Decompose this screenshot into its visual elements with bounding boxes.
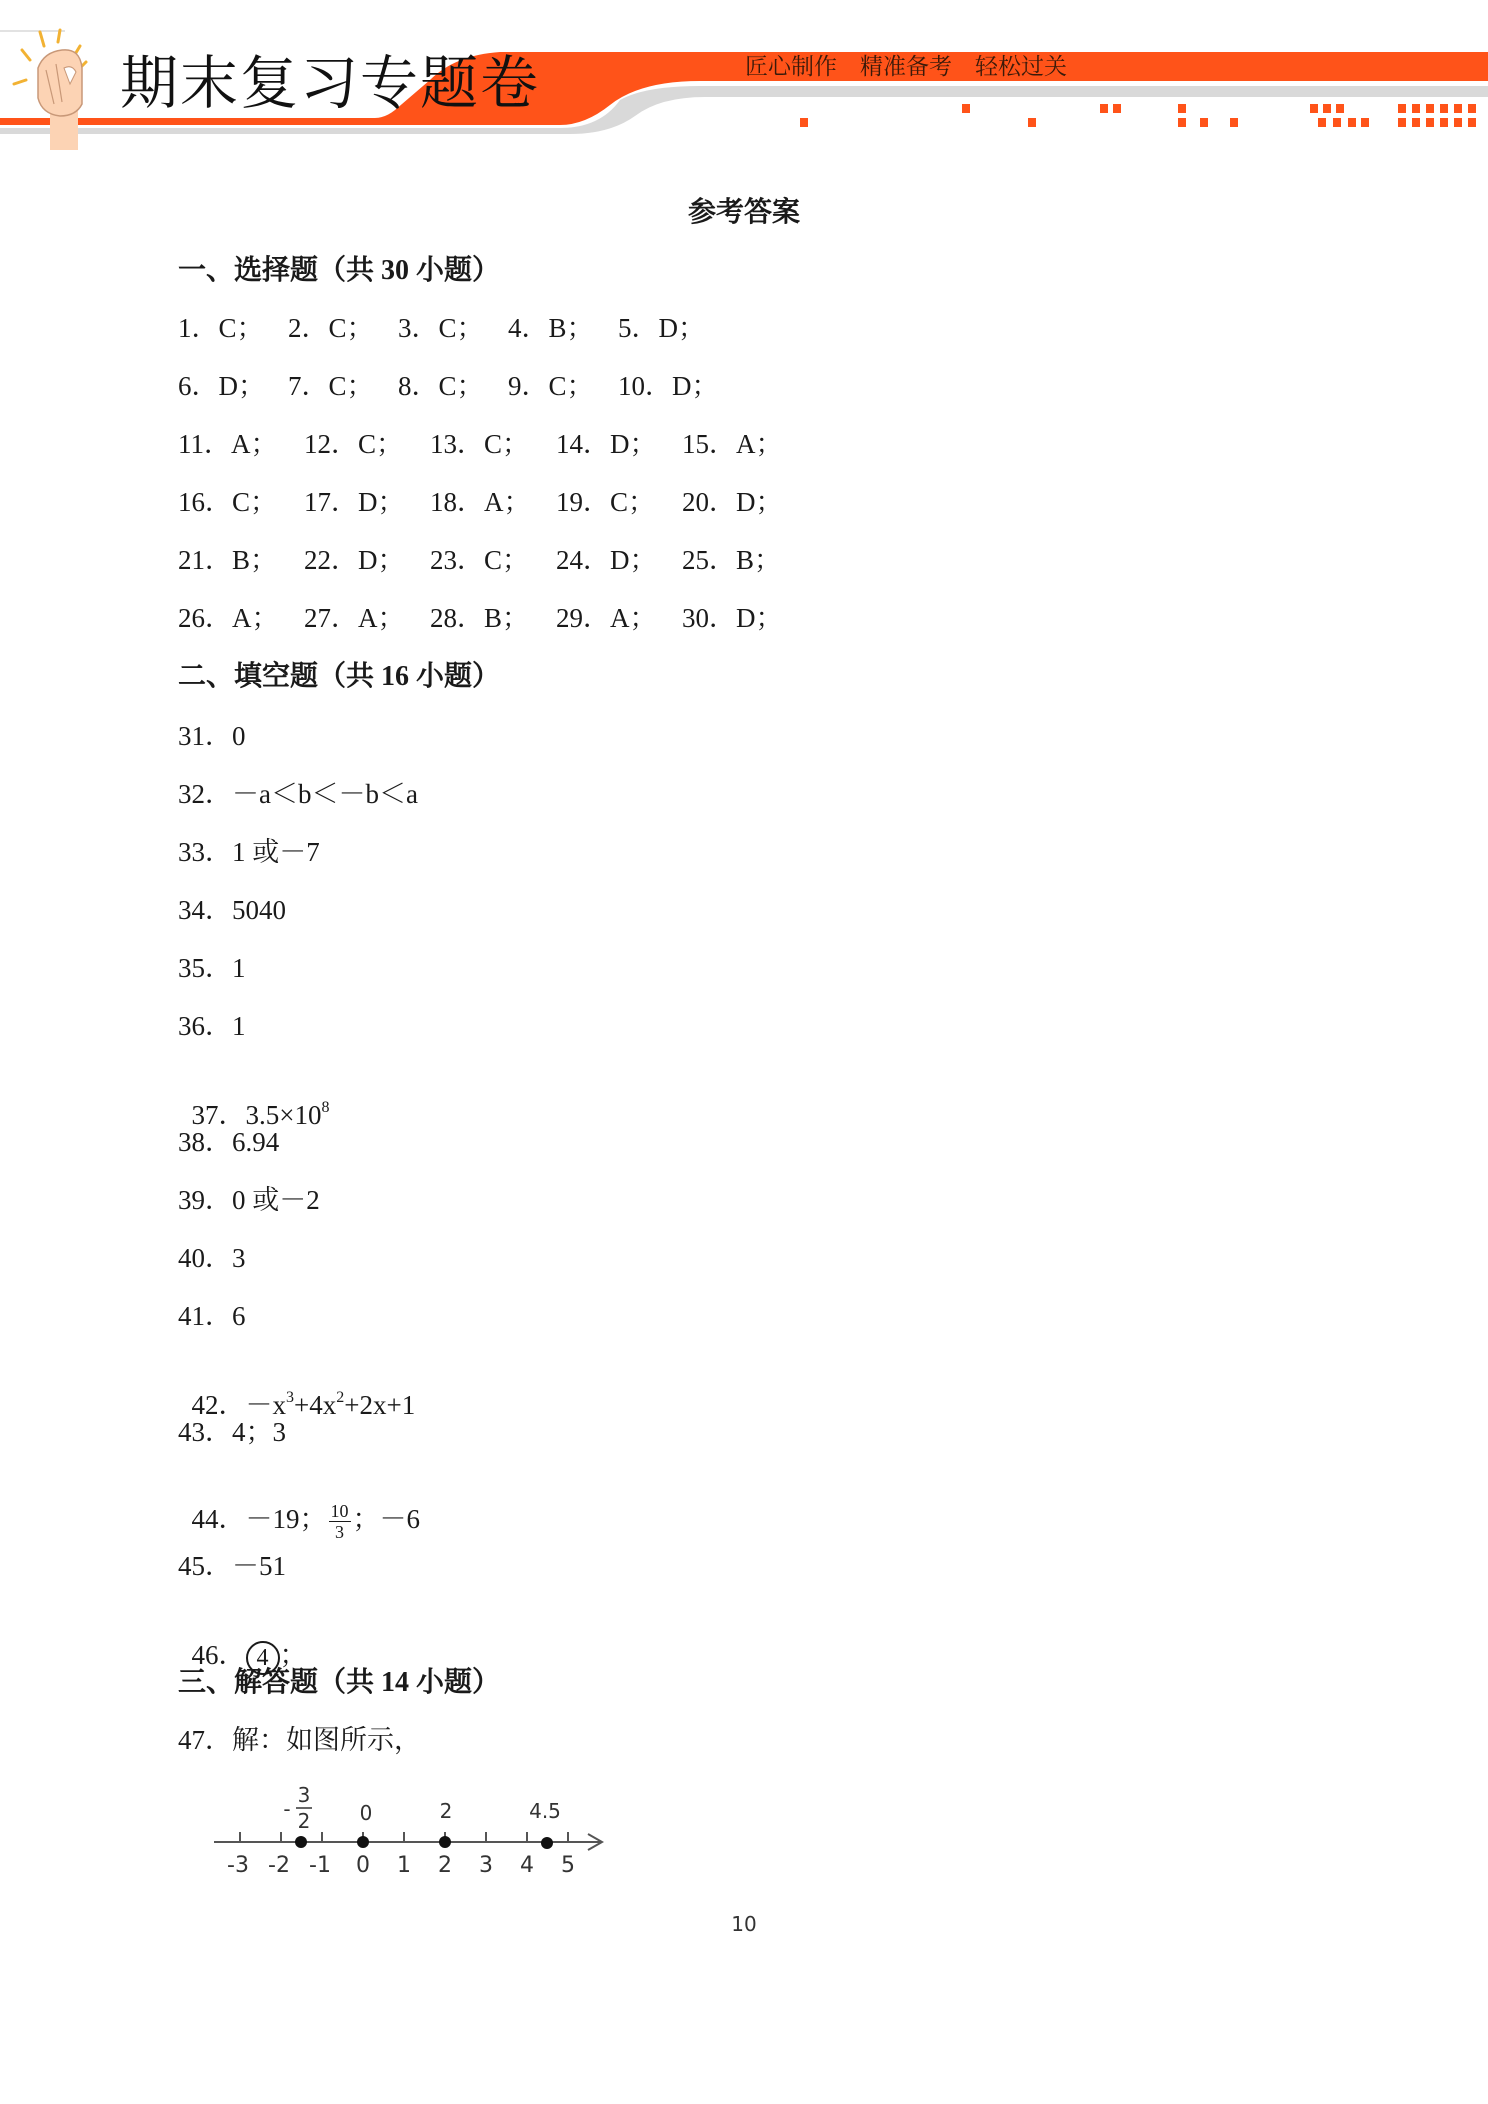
answer-text: 46． xyxy=(191,1640,246,1670)
circled-number: 4 xyxy=(246,1641,280,1675)
answer-item xyxy=(178,1466,420,1542)
point-0 xyxy=(357,1836,369,1848)
banner-slogan: 匠心制作 精准备考 轻松过关 xyxy=(745,54,1067,80)
answer-item: 24．D； xyxy=(556,545,657,575)
answer-item: 41．6 xyxy=(178,1301,246,1331)
tick-label: 3 xyxy=(479,1853,493,1878)
answer-item: 35．1 xyxy=(178,953,246,983)
answer-item: 39．0 或－2 xyxy=(178,1185,320,1215)
answer-text: +2x+1 xyxy=(344,1390,416,1420)
point-neg-1.5 xyxy=(295,1836,307,1848)
fraction xyxy=(329,1501,351,1542)
answer-item: 47．解：如图所示， xyxy=(178,1725,421,1755)
answer-row xyxy=(178,306,705,345)
answer-item: 1．C； xyxy=(178,313,264,343)
answer-item: 5．D； xyxy=(618,313,705,343)
header-banner xyxy=(0,0,1488,150)
svg-text:2: 2 xyxy=(297,1809,311,1833)
answer-row xyxy=(178,422,783,461)
tick-label: 1 xyxy=(397,1853,411,1878)
page-title: 参考答案 xyxy=(687,197,800,228)
answer-item: 19．C； xyxy=(556,487,656,517)
tick-label: 0 xyxy=(356,1853,370,1878)
answer-item: 26．A； xyxy=(178,603,279,633)
point-2 xyxy=(439,1836,451,1848)
answer-item: 43．4；3 xyxy=(178,1417,286,1447)
answer-text: ；－6 xyxy=(352,1504,420,1534)
svg-text:2: 2 xyxy=(439,1799,453,1823)
banner-title: 期末复习专题卷 xyxy=(120,49,541,117)
tick-label: -1 xyxy=(309,1853,331,1878)
svg-text:0: 0 xyxy=(359,1801,373,1825)
raised-fist-icon xyxy=(10,28,110,150)
answer-item: 8．C； xyxy=(398,371,484,401)
answer-item: 40．3 xyxy=(178,1243,246,1273)
answer-text: 37．3.5×10 xyxy=(191,1100,322,1130)
answer-row xyxy=(178,364,719,403)
exponent: 8 xyxy=(321,1099,330,1116)
answer-item: 32．－a＜b＜－b＜a xyxy=(178,779,418,809)
section-heading-solutions: 三、解答题（共 14 小题） xyxy=(178,1667,501,1698)
answer-item: 21．B； xyxy=(178,545,278,575)
answer-item: 25．B； xyxy=(682,545,782,575)
answer-item: 13．C； xyxy=(430,429,530,459)
tick-label: -2 xyxy=(268,1853,290,1878)
tick-label: 2 xyxy=(438,1853,452,1878)
answer-item: 20．D； xyxy=(682,487,783,517)
number-line-figure xyxy=(200,1780,620,1900)
svg-text:3: 3 xyxy=(297,1783,311,1807)
answer-item: 6．D； xyxy=(178,371,265,401)
point-4.5 xyxy=(541,1837,553,1849)
answer-text: +4x xyxy=(294,1390,337,1420)
answer-row xyxy=(178,480,783,519)
answer-item: 23．C； xyxy=(430,545,530,575)
answer-item: 10．D； xyxy=(618,371,719,401)
section-heading-fill-in-blank: 二、填空题（共 16 小题） xyxy=(178,661,501,692)
answer-item: 33．1 或－7 xyxy=(178,837,320,867)
fraction-numerator: 10 xyxy=(330,1501,349,1522)
answer-item: 16．C； xyxy=(178,487,278,517)
section-heading-multiple-choice: 一、选择题（共 30 小题） xyxy=(178,255,501,286)
answer-row xyxy=(178,596,783,635)
answer-item: 15．A； xyxy=(682,429,783,459)
answer-text: 42．－x xyxy=(191,1390,286,1420)
answer-item: 38．6.94 xyxy=(178,1127,280,1157)
answer-item: 14．D； xyxy=(556,429,657,459)
answer-item: 28．B； xyxy=(430,603,530,633)
svg-text:-: - xyxy=(283,1797,291,1821)
tick-label: -3 xyxy=(227,1853,249,1878)
answer-item: 4．B； xyxy=(508,313,594,343)
fraction-denominator: 3 xyxy=(335,1522,344,1543)
answer-item: 2．C； xyxy=(288,313,374,343)
page-number: 10 xyxy=(731,1912,757,1936)
answer-item: 30．D； xyxy=(682,603,783,633)
answer-item: 18．A； xyxy=(430,487,531,517)
answer-row xyxy=(178,538,781,577)
answer-item: 34．5040 xyxy=(178,895,286,925)
answer-item: 27．A； xyxy=(304,603,405,633)
tick-label: 5 xyxy=(561,1853,575,1878)
answer-item: 17．D； xyxy=(304,487,405,517)
answer-item: 45．－51 xyxy=(178,1551,286,1581)
answer-text: ； xyxy=(279,1640,307,1670)
answer-text: 44．－19； xyxy=(191,1504,327,1534)
answer-item: 22．D； xyxy=(304,545,405,575)
answer-item: 36．1 xyxy=(178,1011,246,1041)
answer-item: 31．0 xyxy=(178,721,246,751)
svg-text:4.5: 4.5 xyxy=(529,1799,561,1823)
tick-label: 4 xyxy=(520,1853,534,1878)
answer-item: 11．A； xyxy=(178,429,278,459)
answer-item: 29．A； xyxy=(556,603,657,633)
exponent: 2 xyxy=(336,1389,345,1406)
answer-item: 7．C； xyxy=(288,371,374,401)
answer-item: 12．C； xyxy=(304,429,404,459)
answer-item: 9．C； xyxy=(508,371,594,401)
answer-item: 3．C； xyxy=(398,313,484,343)
exponent: 3 xyxy=(286,1389,294,1406)
